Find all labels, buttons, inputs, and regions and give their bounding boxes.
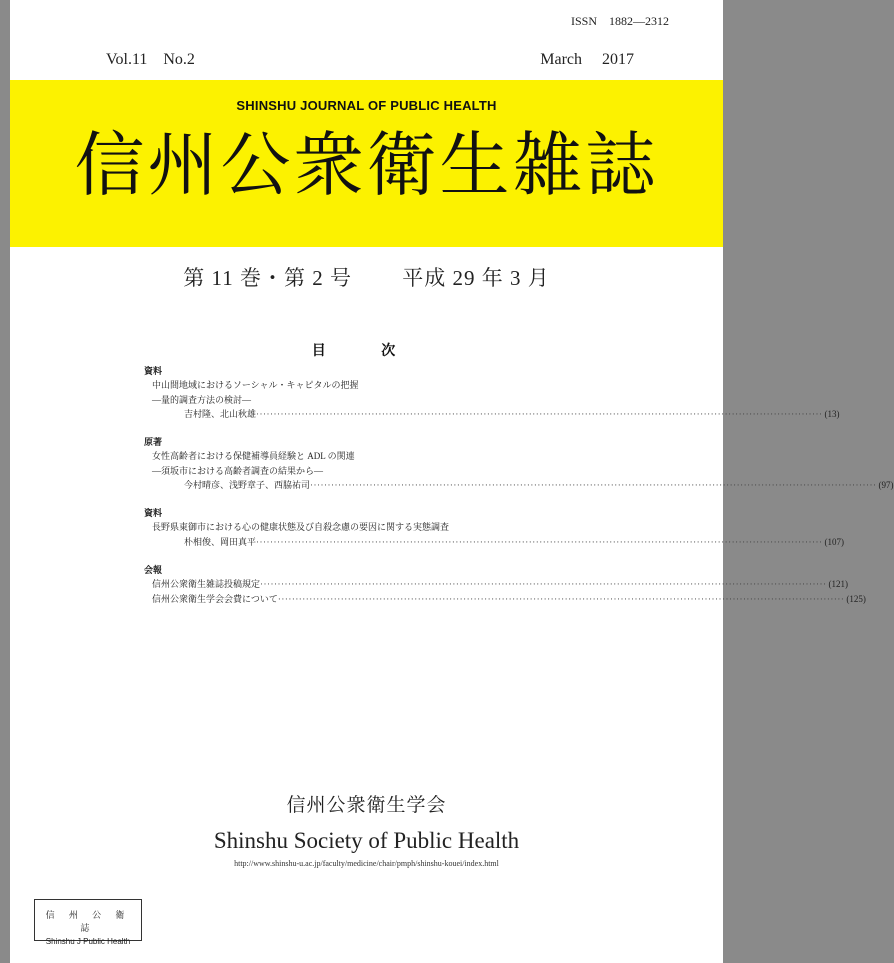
toc-page: (13) [824,409,840,419]
toc-article-subtitle[interactable]: ―須坂市における高齢者調査の結果から― [152,465,324,476]
table-of-contents [144,364,894,620]
toc-article-title[interactable]: 中山間地域におけるソーシャル・キャピタルの把握 [152,380,359,390]
toc-author-line [144,535,845,550]
society-name-japanese: 信州公衆衛生学会 [286,795,447,816]
toc-article-title[interactable]: 女性高齢者における保健補導員経験と ADL の関連 [152,451,355,461]
journal-cover [10,0,894,963]
abbreviation-japanese: 信 州 公 衛 誌 [45,910,131,933]
toc-section [144,435,894,493]
toc-page: (107) [824,536,845,547]
toc-authors: 吉村隆、北山秋雄 [184,409,257,419]
toc-entry-title[interactable]: 信州公衆衛生雑誌投稿規定 [152,578,261,589]
toc-section-label: 資料 [144,508,163,518]
toc-authors: 朴相俊、岡田真平 [184,536,257,547]
toc-author-line [144,407,840,422]
toc-leader-dots: ·································································································································································· [310,480,877,490]
toc-article-subtitle[interactable]: ―量的調査方法の検討― [152,394,252,405]
toc-leader-dots: ·································································································································································· [256,409,823,419]
toc-authors: 今村晴彦、浅野章子、西脇祐司 [184,480,311,490]
toc-page: (97) [878,480,894,490]
toc-section-label: 資料 [144,366,163,376]
toc-section-label: 原著 [144,437,163,447]
toc-section [144,563,866,607]
toc-section [144,364,840,422]
toc-section-label: 会報 [144,564,163,575]
english-title: SHINSHU JOURNAL OF PUBLIC HEALTH [236,98,497,113]
toc-leader-dots: ·································································································································································· [256,536,823,547]
society-name-english: Shinshu Society of Public Health [213,828,520,853]
toc-section [144,506,845,550]
toc-page: (125) [846,593,866,604]
toc-author-line [144,478,894,493]
volume-issue: Vol.11 No.2 [106,51,195,68]
toc-heading: 目 次 [311,344,422,359]
toc-leader-dots: ·································································································································································· [260,578,827,589]
toc-leader-dots: ·································································································································································· [277,593,845,604]
toc-page: (121) [828,578,849,589]
japanese-title: 信州公衆衛生雑誌 [74,128,659,205]
toc-article-title[interactable]: 長野県東御市における心の健康状態及び自殺念慮の要因に関する実態調査 [152,522,450,532]
issue-japanese: 第 11 巻・第 2 号 平成 29 年 3 月 [183,266,550,290]
journal-abbreviation-box [34,899,142,946]
toc-entry-title[interactable]: 信州公衆衛生学会会費について [152,593,278,604]
issue-date: March 2017 [540,51,634,68]
issn: ISSN 1882―2312 [570,14,669,28]
society-url[interactable]: http://www.shinshu-u.ac.jp/faculty/medicine/chair/pmph/shinshu-kouei/index.html [234,859,499,868]
abbreviation-english: Shinshu J Public Health [45,937,131,946]
toc-entry[interactable] [144,577,849,592]
toc-entry[interactable] [144,592,866,607]
